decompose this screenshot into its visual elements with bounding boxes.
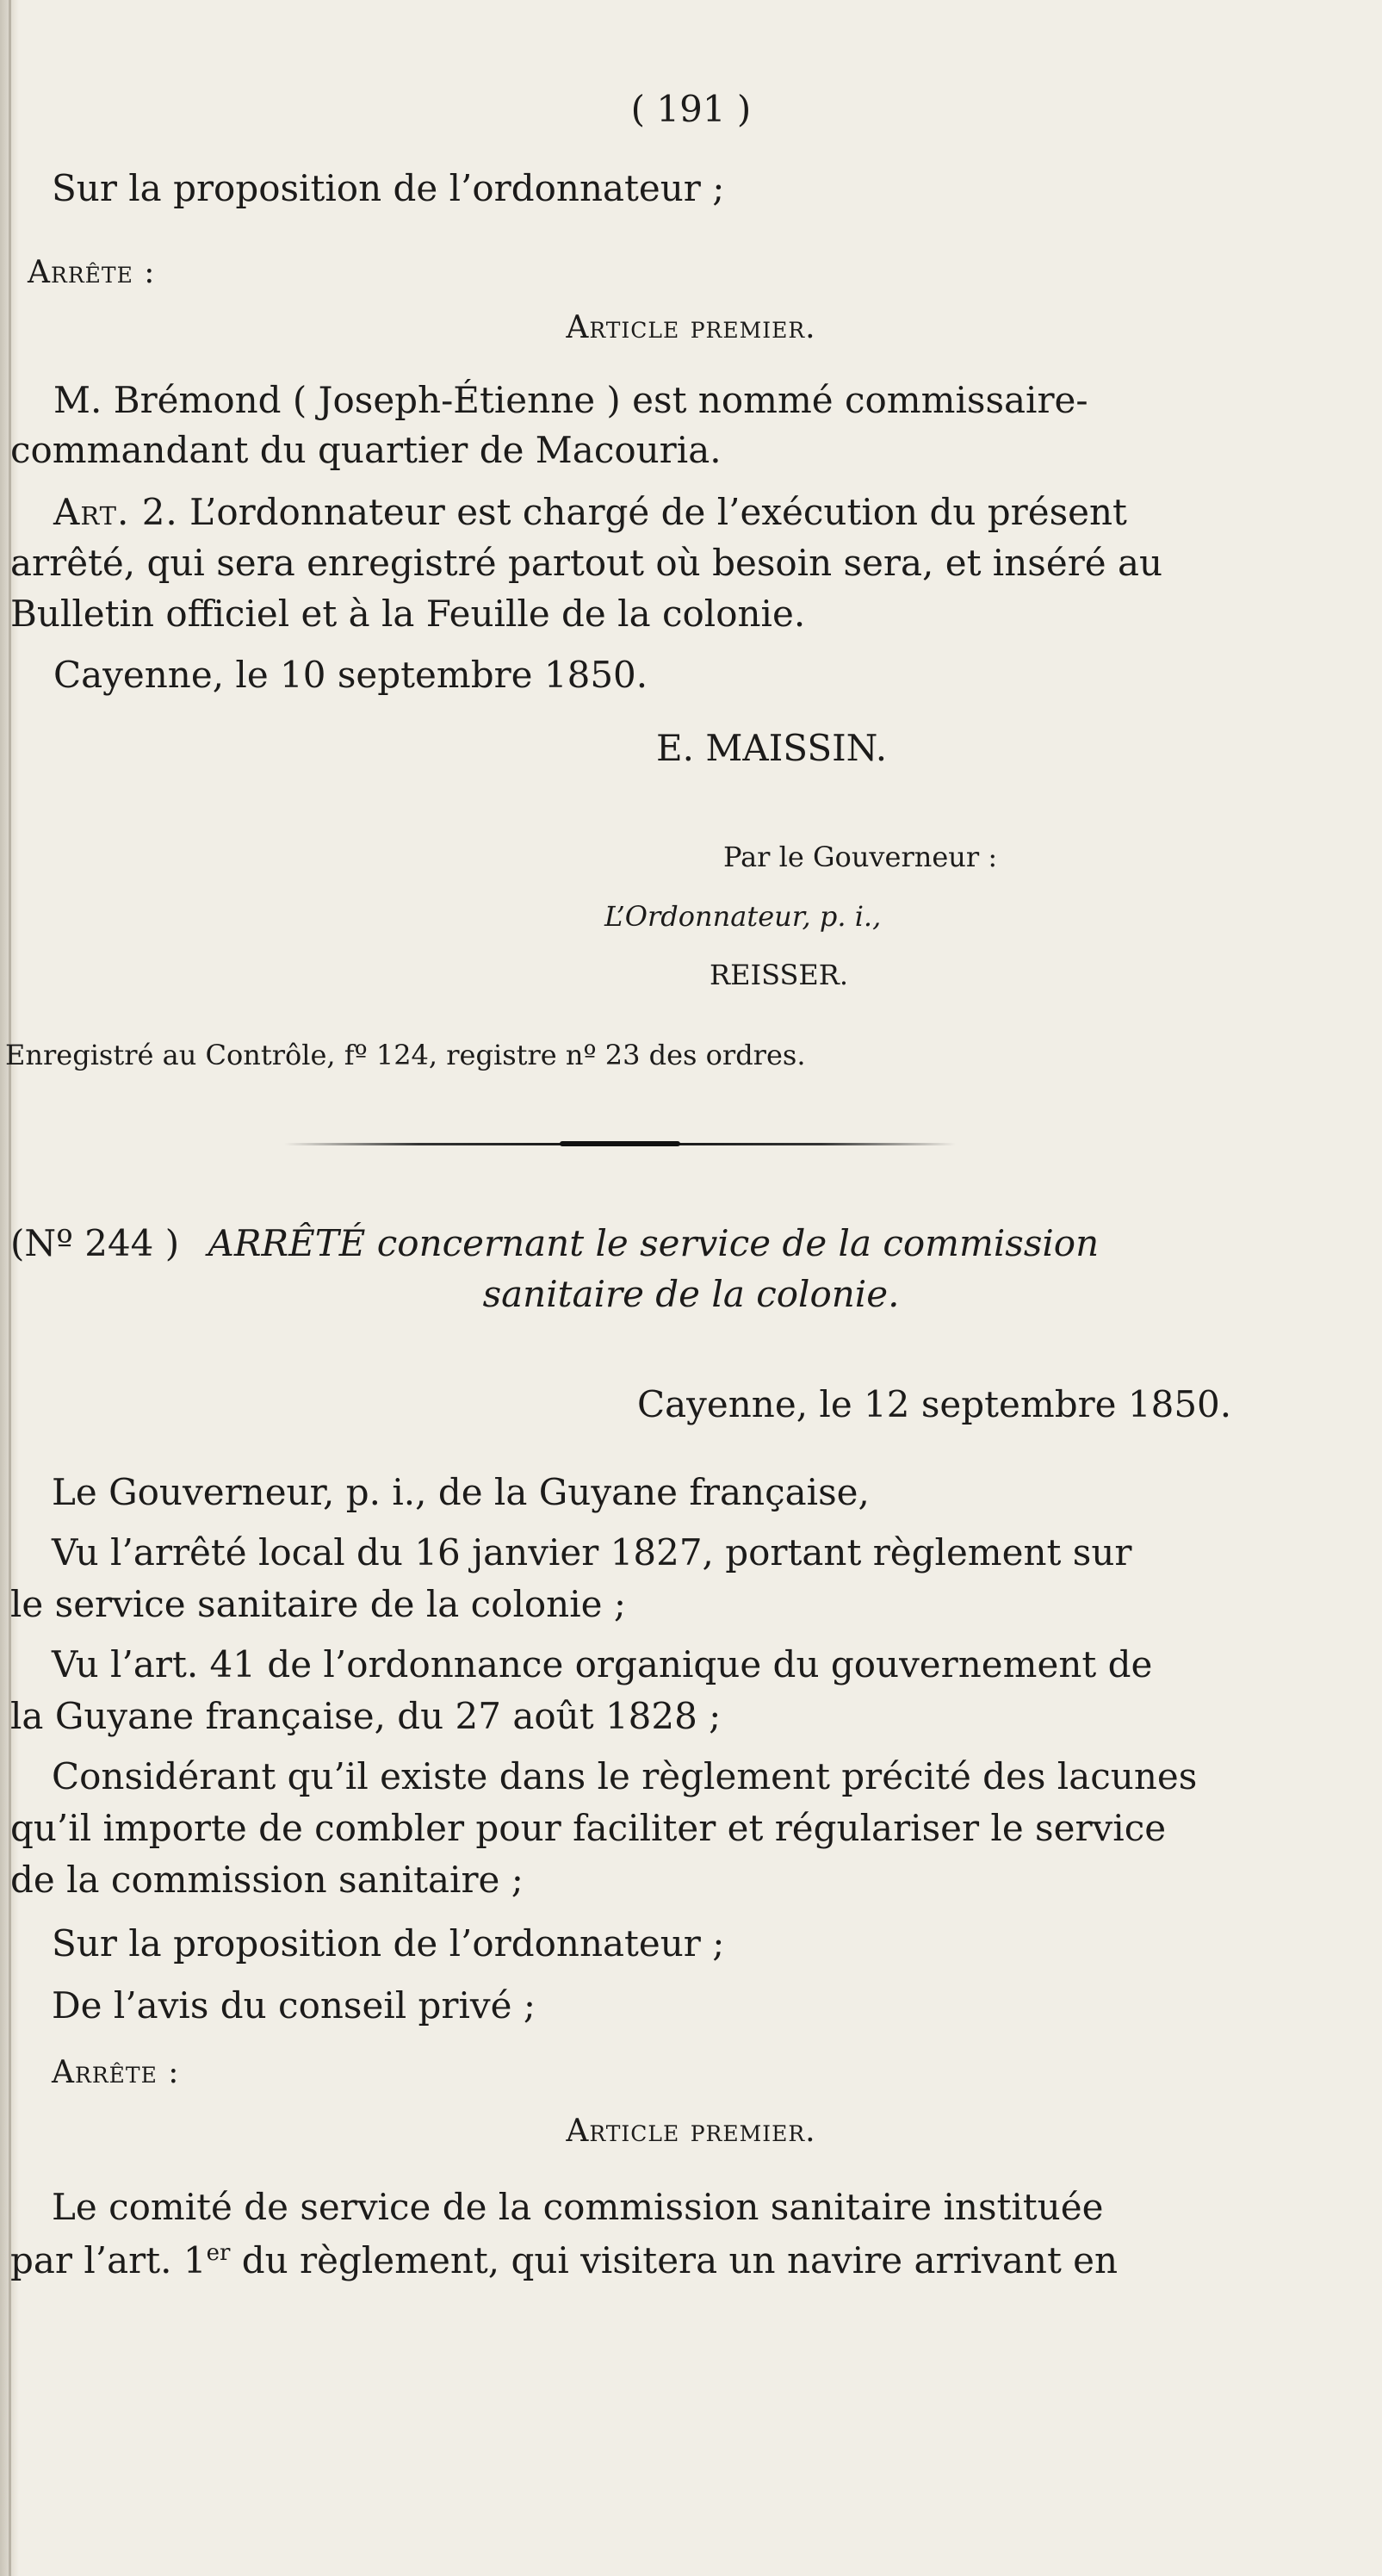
first-proposition: Sur la proposition de l’ordonnateur ; xyxy=(52,167,725,209)
page-number: ( 191 ) xyxy=(630,88,752,130)
first-signature: E. MAISSIN. xyxy=(656,727,888,769)
decree-date: Cayenne, le 12 septembre 1850. xyxy=(637,1383,1232,1425)
second-article-title: Article premier. xyxy=(566,2114,816,2149)
vu1-line2: le service sanitaire de la colonie ; xyxy=(10,1583,627,1625)
ordonnateur-line: L’Ordonnateur, p. i., xyxy=(604,900,882,933)
first-art2-line2: arrêté, qui sera enregistré partout où besoin sera, et inséré au xyxy=(10,542,1163,584)
considerant-line2: qu’il importe de combler pour faciliter et régulariser le service xyxy=(10,1807,1167,1849)
second-arrete: Arrête : xyxy=(52,2055,180,2090)
second-signature: REISSER. xyxy=(710,959,848,991)
decree-title-line1: ARRÊTÉ concernant le service de la commission xyxy=(208,1222,1100,1264)
first-art2-line1: L’ordonnateur est chargé de l’exécution du présent xyxy=(189,491,1127,533)
decree-number: (Nº 244 ) xyxy=(10,1222,180,1264)
enregistre-line: Enregistré au Contrôle, fº 124, registre nº 23 des ordres. xyxy=(5,1039,806,1071)
second-proposition: Sur la proposition de l’ordonnateur ; xyxy=(52,1922,725,1965)
par-le-gouverneur: Par le Gouverneur : xyxy=(723,841,998,873)
considerant-line3: de la commission sanitaire ; xyxy=(10,1859,524,1901)
second-art1-line2-b: du règlement, qui visitera un navire arrivant en xyxy=(230,2239,1119,2281)
second-art1-line2-a: par l’art. 1 xyxy=(10,2239,207,2281)
avis-line: De l’avis du conseil privé ; xyxy=(52,1984,536,2027)
first-date: Cayenne, le 10 septembre 1850. xyxy=(53,654,648,696)
vu1-line1: Vu l’arrêté local du 16 janvier 1827, portant règlement sur xyxy=(52,1531,1132,1574)
vu2-line2: la Guyane française, du 27 août 1828 ; xyxy=(10,1695,722,1737)
first-art1-line2: commandant du quartier de Macouria. xyxy=(10,429,722,471)
first-art2-line3: Bulletin officiel et à la Feuille de la colonie. xyxy=(10,593,806,635)
first-art2-label: Art. 2. xyxy=(53,491,178,533)
first-art1-line1: M. Brémond ( Joseph-Étienne ) est nommé commissaire- xyxy=(53,379,1088,421)
separator-ornament xyxy=(560,1141,680,1146)
first-article-title: Article premier. xyxy=(566,310,816,345)
decree-title-line2: sanitaire de la colonie. xyxy=(482,1273,900,1315)
second-art1-line1: Le comité de service de la commission sanitaire instituée xyxy=(52,2186,1104,2228)
second-art1-line2-sup: er xyxy=(206,2240,231,2266)
vu2-line1: Vu l’art. 41 de l’ordonnance organique du gouvernement de xyxy=(52,1643,1153,1685)
considerant-line1: Considérant qu’il existe dans le règlement précité des lacunes xyxy=(52,1755,1198,1797)
first-arrete: Arrête : xyxy=(28,255,156,290)
gouverneur-line: Le Gouverneur, p. i., de la Guyane française, xyxy=(52,1471,870,1513)
